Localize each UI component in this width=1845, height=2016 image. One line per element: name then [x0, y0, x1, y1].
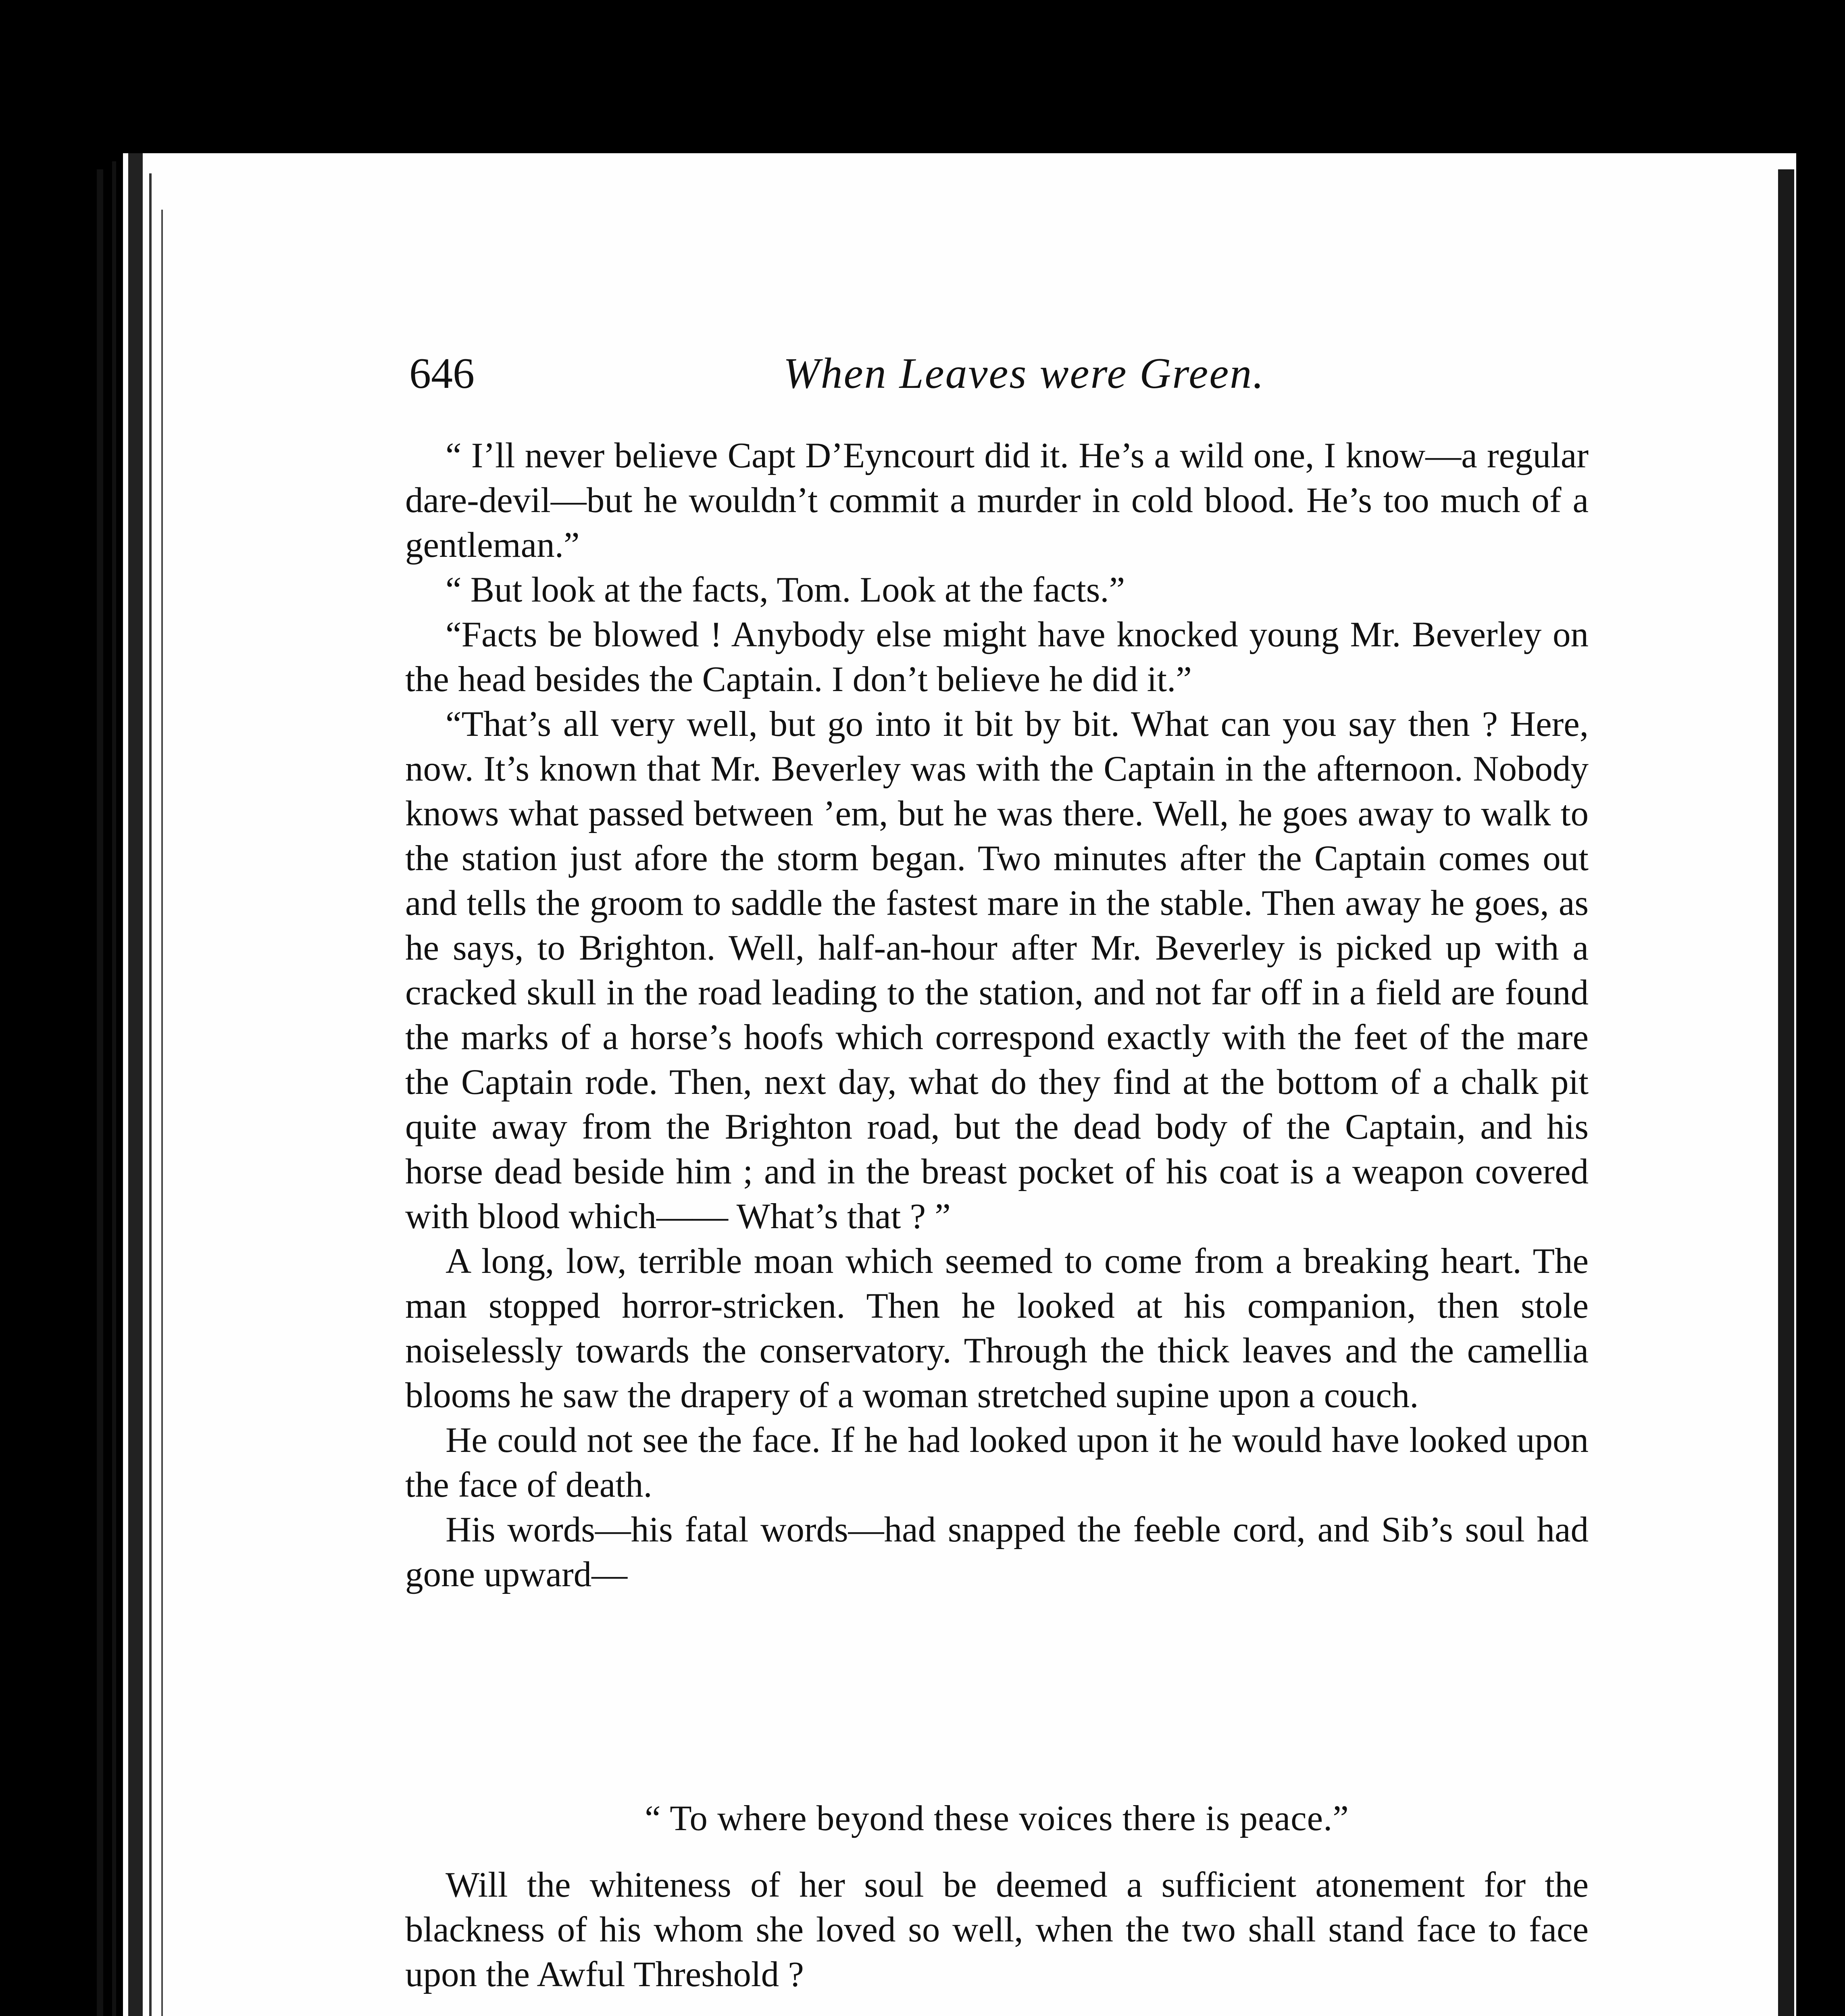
paragraph: “ But look at the facts, Tom. Look at the facts.”	[446, 570, 1125, 610]
body-text-2	[405, 1863, 1589, 1997]
running-head	[409, 349, 1591, 405]
running-title: When Leaves were Green.	[783, 350, 1265, 398]
quotation: “ To where beyond these voices there is peace.”	[645, 1799, 1349, 1838]
binding-edge	[149, 173, 152, 2016]
right-border	[1796, 169, 1845, 2016]
body-text-1	[405, 433, 1589, 1597]
paragraph: “Facts be blowed ! Anybody else might have knocked young Mr. Beverley on the head besides the Captain. I don’t believe he did it.”	[405, 615, 1589, 699]
page-number: 646	[409, 350, 475, 398]
binding-edge	[112, 161, 116, 2016]
next-page-edge	[1778, 169, 1794, 2016]
paragraph: He could not see the face. If he had looked upon it he would have looked upon the face of death.	[405, 1420, 1589, 1505]
paragraph: “ I’ll never believe Capt D’Eyncourt did it. He’s a wild one, I know—a regular dare-devil—but he wouldn’t commit a murder in cold blood. He’s too much of a gentleman.”	[405, 436, 1589, 565]
paragraph: Will the whiteness of her soul be deemed a sufficient atonement for the blackness of his whom she loved so well, when the two shall stand face to face upon the Awful Threshold ?	[405, 1865, 1589, 1994]
binding-edge	[128, 153, 143, 2016]
paragraph: A long, low, terrible moan which seemed to come from a breaking heart. The man stopped horror-stricken. Then he looked at his companion, then stole noiselessly towards the conservatory. Through the thick leaves and the camellia blooms he saw the drapery of a woman stretched supine upon a couch.	[405, 1241, 1589, 1415]
binding-edge	[161, 210, 163, 2016]
paragraph: “That’s all very well, but go into it bit by bit. What can you say then ? Here, now. It’s known that Mr. Beverley was with the Captain in the afternoon. Nobody knows what passed between ’em, but he was there. Well, he goes away to walk to the station just afore the storm began. Two minutes after the Captain comes out and tells the groom to saddle the fastest mare in the stable. Then away he goes, as he says, to Brighton. Well, half-an-hour after Mr. Beverley is picked up with a cracked skull in the road leading to the station, and not far off in a field are found the marks of a horse’s hoofs which correspond exactly with the feet of the mare the Captain rode. Then, next day, what do they find at the bottom of a chalk pit quite away from the Brighton road, but the dead body of the Captain, and his horse dead beside him ; and in the breast pocket of his coat is a weapon covered with blood which—— What’s that ? ”	[405, 704, 1589, 1236]
binding-edge	[97, 169, 103, 2016]
paragraph: His words—his fatal words—had snapped the feeble cord, and Sib’s soul had gone upward—	[405, 1510, 1589, 1594]
